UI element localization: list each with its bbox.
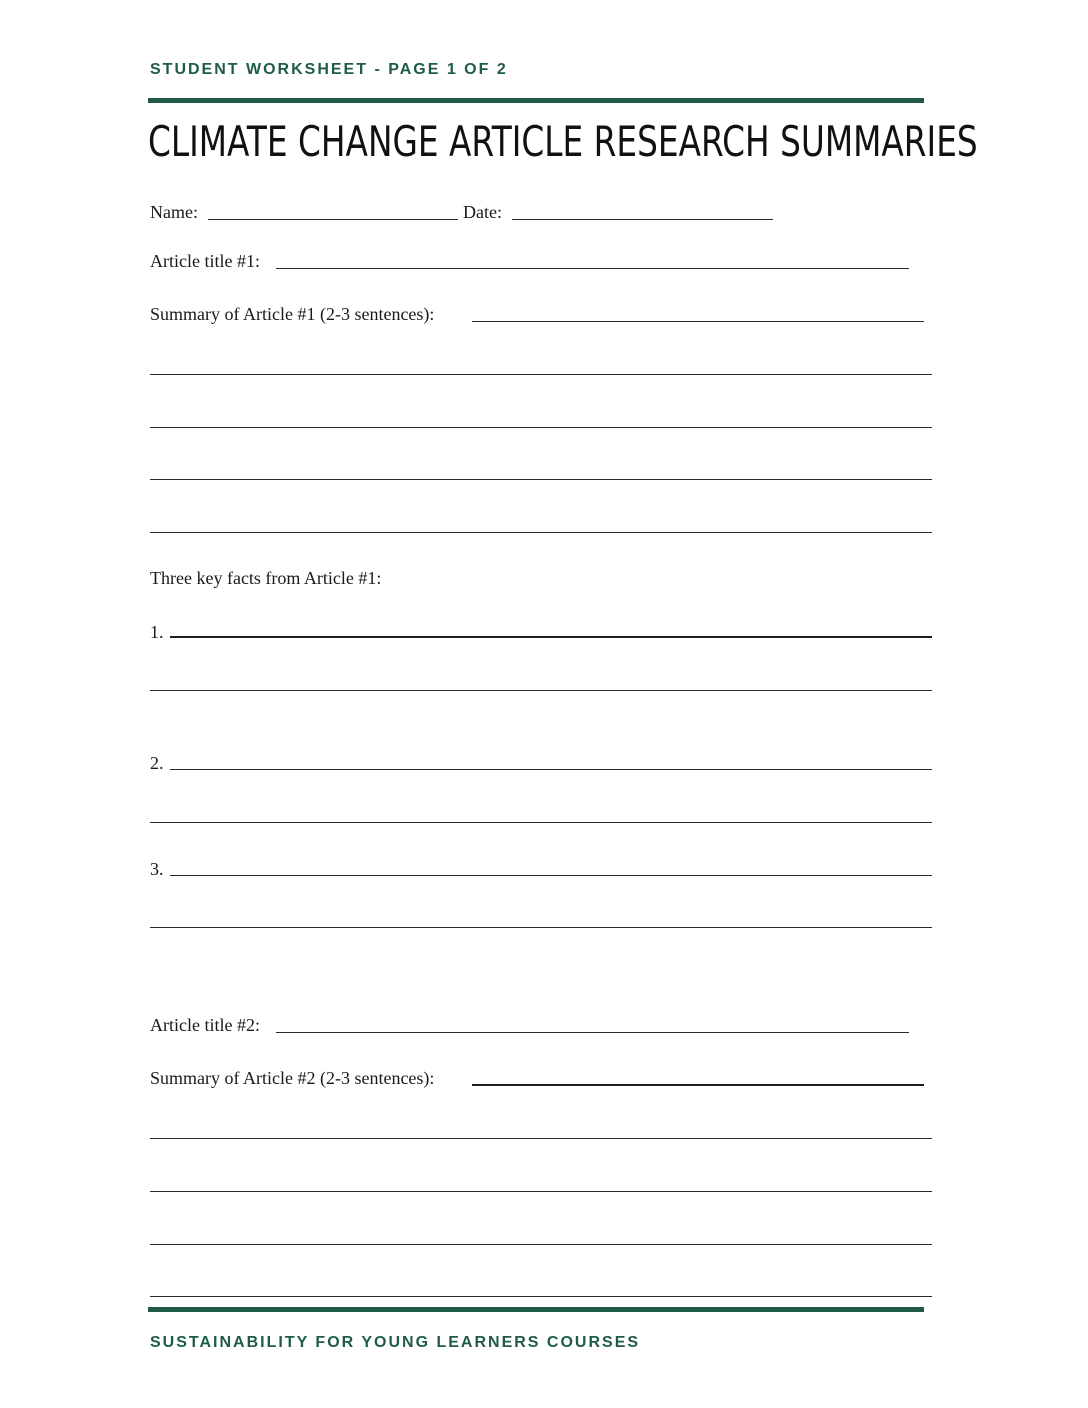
date-line[interactable] bbox=[512, 219, 773, 220]
summary-2-label: Summary of Article #2 (2-3 sentences): bbox=[150, 1068, 435, 1088]
summary-1-label: Summary of Article #1 (2-3 sentences): bbox=[150, 304, 435, 324]
date-label: Date: bbox=[463, 202, 502, 222]
worksheet-footer: SUSTAINABILITY FOR YOUNG LEARNERS COURSES bbox=[150, 1334, 641, 1351]
summary-2-line-3[interactable] bbox=[150, 1244, 932, 1245]
fact-3-line-0[interactable] bbox=[170, 875, 932, 876]
fact-1-line-1[interactable] bbox=[150, 690, 932, 691]
footer-divider bbox=[148, 1307, 924, 1312]
fact-3-line-1[interactable] bbox=[150, 927, 932, 928]
summary-2-line-1[interactable] bbox=[150, 1138, 932, 1139]
fact-2-line-0[interactable] bbox=[170, 769, 932, 770]
fact-1-label: 1. bbox=[150, 622, 164, 642]
article-title-1-label: Article title #1: bbox=[150, 251, 260, 271]
article-title-2-label: Article title #2: bbox=[150, 1015, 260, 1035]
summary-1-line-2[interactable] bbox=[150, 427, 932, 428]
name-label: Name: bbox=[150, 202, 198, 222]
name-line[interactable] bbox=[208, 219, 458, 220]
fact-2-label: 2. bbox=[150, 753, 164, 773]
key-facts-1-label: Three key facts from Article #1: bbox=[150, 568, 382, 588]
summary-1-line-0[interactable] bbox=[472, 321, 924, 322]
summary-2-line-4[interactable] bbox=[150, 1296, 932, 1297]
summary-2-line-2[interactable] bbox=[150, 1191, 932, 1192]
fact-2-line-1[interactable] bbox=[150, 822, 932, 823]
article-title-1-line[interactable] bbox=[276, 268, 909, 269]
summary-1-line-1[interactable] bbox=[150, 374, 932, 375]
page-title: CLIMATE CHANGE ARTICLE RESEARCH SUMMARIES bbox=[148, 117, 978, 166]
article-title-2-line[interactable] bbox=[276, 1032, 909, 1033]
worksheet-header: STUDENT WORKSHEET - PAGE 1 OF 2 bbox=[150, 61, 508, 78]
summary-1-line-4[interactable] bbox=[150, 532, 932, 533]
summary-1-line-3[interactable] bbox=[150, 479, 932, 480]
fact-1-line-0[interactable] bbox=[170, 636, 932, 638]
header-divider bbox=[148, 98, 924, 103]
fact-3-label: 3. bbox=[150, 859, 164, 879]
summary-2-line-0[interactable] bbox=[472, 1084, 924, 1086]
